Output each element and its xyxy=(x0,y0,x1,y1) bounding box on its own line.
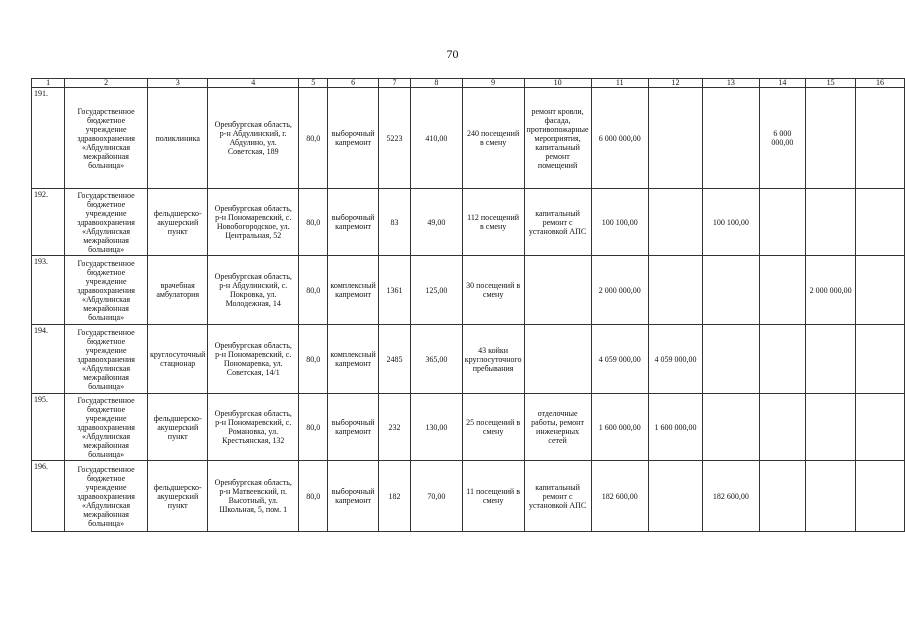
col5-value: 80,0 xyxy=(299,256,328,325)
col7-value: 2485 xyxy=(378,325,410,394)
column-header-15: 15 xyxy=(806,79,856,88)
column-header-13: 13 xyxy=(703,79,759,88)
facility-type: фельдшерско-акушерский пункт xyxy=(148,461,208,532)
col5-value: 80,0 xyxy=(299,461,328,532)
table-row xyxy=(32,189,905,256)
col5-value: 80,0 xyxy=(299,394,328,461)
col8-value: 410,00 xyxy=(411,88,463,189)
organization-name: Государственное бюджетное учреждение здравоохранения «Абдулинская межрайонная больница» xyxy=(65,88,148,189)
column-header-9: 9 xyxy=(462,79,524,88)
col8-value: 70,00 xyxy=(411,461,463,532)
repair-type: выборочный капремонт xyxy=(328,88,378,189)
col15-cost xyxy=(806,394,856,461)
table-row xyxy=(32,461,905,532)
col12-cost xyxy=(648,256,702,325)
column-header-11: 11 xyxy=(591,79,648,88)
total-cost: 2 000 000,00 xyxy=(591,256,648,325)
works-description xyxy=(524,256,591,325)
col7-value: 83 xyxy=(378,189,410,256)
facility-type: круглосуточный стационар xyxy=(148,325,208,394)
capacity: 43 койки круглосуточного пребывания xyxy=(462,325,524,394)
facility-type: поликлиника xyxy=(148,88,208,189)
facility-address: Оренбургская область, р-н Матвеевский, п. Высотный, ул. Школьная, 5, пом. 1 xyxy=(208,461,299,532)
organization-name: Государственное бюджетное учреждение здравоохранения «Абдулинская межрайонная больница» xyxy=(65,461,148,532)
facility-address: Оренбургская область, р-н Пономаревский, с. Пономаревка, ул. Советская, 14/1 xyxy=(208,325,299,394)
capacity: 240 посещений в смену xyxy=(462,88,524,189)
col13-cost xyxy=(703,256,759,325)
row-number: 194. xyxy=(32,325,65,394)
capacity: 112 посещений в смену xyxy=(462,189,524,256)
total-cost: 182 600,00 xyxy=(591,461,648,532)
works-description: ремонт кровли, фасада, противопожарные мероприятия, капитальный ремонт помещений xyxy=(524,88,591,189)
column-header-6: 6 xyxy=(328,79,378,88)
col8-value: 49,00 xyxy=(411,189,463,256)
col16-cost xyxy=(856,189,905,256)
facilities-table xyxy=(31,78,905,532)
total-cost: 1 600 000,00 xyxy=(591,394,648,461)
total-cost: 4 059 000,00 xyxy=(591,325,648,394)
capacity: 30 посещений в смену xyxy=(462,256,524,325)
col15-cost xyxy=(806,189,856,256)
col5-value: 80,0 xyxy=(299,189,328,256)
works-description xyxy=(524,325,591,394)
column-header-14: 14 xyxy=(759,79,806,88)
col13-cost xyxy=(703,325,759,394)
column-header-8: 8 xyxy=(411,79,463,88)
facility-type: фельдшерско-акушерский пункт xyxy=(148,189,208,256)
total-cost: 100 100,00 xyxy=(591,189,648,256)
col15-cost: 2 000 000,00 xyxy=(806,256,856,325)
col7-value: 182 xyxy=(378,461,410,532)
col8-value: 125,00 xyxy=(411,256,463,325)
organization-name: Государственное бюджетное учреждение здравоохранения «Абдулинская межрайонная больница» xyxy=(65,256,148,325)
column-header-1: 1 xyxy=(32,79,65,88)
column-header-16: 16 xyxy=(856,79,905,88)
repair-type: комплексный капремонт xyxy=(328,256,378,325)
col15-cost xyxy=(806,461,856,532)
row-number: 191. xyxy=(32,88,65,189)
column-header-2: 2 xyxy=(65,79,148,88)
column-header-10: 10 xyxy=(524,79,591,88)
col14-cost xyxy=(759,256,806,325)
col14-cost xyxy=(759,461,806,532)
table-row xyxy=(32,394,905,461)
capacity: 11 посещений в смену xyxy=(462,461,524,532)
column-header-12: 12 xyxy=(648,79,702,88)
repair-type: выборочный капремонт xyxy=(328,189,378,256)
col12-cost: 4 059 000,00 xyxy=(648,325,702,394)
col5-value: 80,0 xyxy=(299,325,328,394)
col7-value: 232 xyxy=(378,394,410,461)
col16-cost xyxy=(856,325,905,394)
row-number: 195. xyxy=(32,394,65,461)
header-row xyxy=(32,79,905,88)
column-header-7: 7 xyxy=(378,79,410,88)
row-number: 193. xyxy=(32,256,65,325)
repair-type: выборочный капремонт xyxy=(328,394,378,461)
facility-type: фельдшерско-акушерский пункт xyxy=(148,394,208,461)
col7-value: 1361 xyxy=(378,256,410,325)
col16-cost xyxy=(856,88,905,189)
organization-name: Государственное бюджетное учреждение здравоохранения «Абдулинская межрайонная больница» xyxy=(65,394,148,461)
col12-cost xyxy=(648,189,702,256)
col8-value: 365,00 xyxy=(411,325,463,394)
col7-value: 5223 xyxy=(378,88,410,189)
row-number: 192. xyxy=(32,189,65,256)
col13-cost xyxy=(703,394,759,461)
organization-name: Государственное бюджетное учреждение здравоохранения «Абдулинская межрайонная больница» xyxy=(65,189,148,256)
column-header-5: 5 xyxy=(299,79,328,88)
col12-cost: 1 600 000,00 xyxy=(648,394,702,461)
col5-value: 80,0 xyxy=(299,88,328,189)
capacity: 25 посещений в смену xyxy=(462,394,524,461)
col15-cost xyxy=(806,325,856,394)
col13-cost: 182 600,00 xyxy=(703,461,759,532)
column-header-4: 4 xyxy=(208,79,299,88)
col16-cost xyxy=(856,394,905,461)
col14-cost xyxy=(759,394,806,461)
works-description: капитальный ремонт с установкой АПС xyxy=(524,461,591,532)
col16-cost xyxy=(856,461,905,532)
col16-cost xyxy=(856,256,905,325)
repair-type: комплексный капремонт xyxy=(328,325,378,394)
facility-address: Оренбургская область, р-н Абдулинский, с. Покровка, ул. Молодежная, 14 xyxy=(208,256,299,325)
column-header-3: 3 xyxy=(148,79,208,88)
col14-cost xyxy=(759,189,806,256)
total-cost: 6 000 000,00 xyxy=(591,88,648,189)
facility-address: Оренбургская область, р-н Абдулинский, г. Абдулино, ул. Советская, 189 xyxy=(208,88,299,189)
col8-value: 130,00 xyxy=(411,394,463,461)
col14-cost xyxy=(759,325,806,394)
col12-cost xyxy=(648,461,702,532)
page-number: 70 xyxy=(446,47,459,61)
col14-cost: 6 000 000,00 xyxy=(759,88,806,189)
works-description: отделочные работы, ремонт инженерных сетей xyxy=(524,394,591,461)
col15-cost xyxy=(806,88,856,189)
col12-cost xyxy=(648,88,702,189)
repair-type: выборочный капремонт xyxy=(328,461,378,532)
table-row xyxy=(32,256,905,325)
table-row xyxy=(32,325,905,394)
organization-name: Государственное бюджетное учреждение здравоохранения «Абдулинская межрайонная больница» xyxy=(65,325,148,394)
col13-cost xyxy=(703,88,759,189)
col13-cost: 100 100,00 xyxy=(703,189,759,256)
table-row xyxy=(32,88,905,189)
facility-address: Оренбургская область, р-н Пономаревский, с. Новобогородское, ул. Центральная, 52 xyxy=(208,189,299,256)
row-number: 196. xyxy=(32,461,65,532)
facility-address: Оренбургская область, р-н Пономаревский, с. Романовка, ул. Крестьянская, 132 xyxy=(208,394,299,461)
works-description: капитальный ремонт с установкой АПС xyxy=(524,189,591,256)
facility-type: врачебная амбулатория xyxy=(148,256,208,325)
